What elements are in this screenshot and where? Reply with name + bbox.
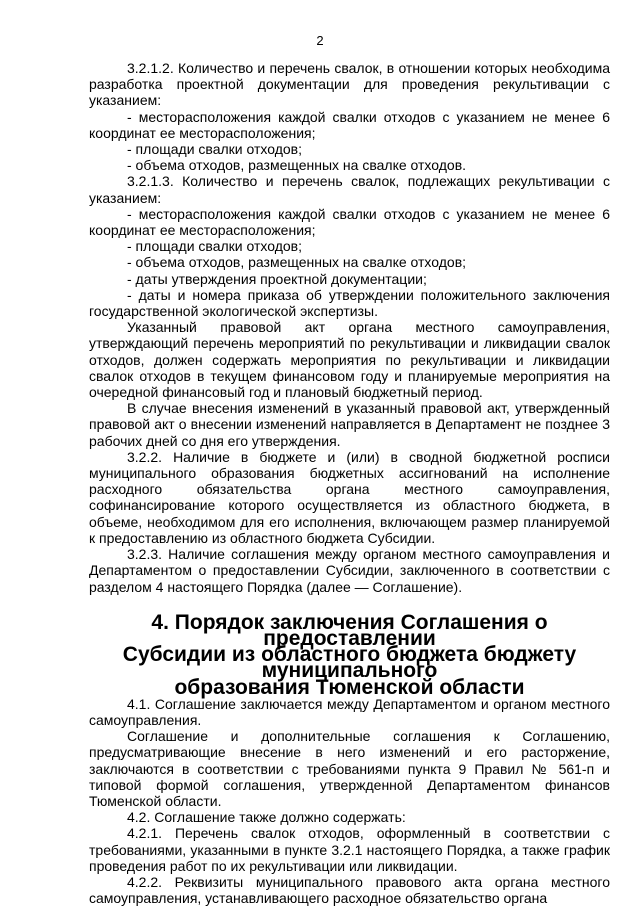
paragraph: Указанный правовой акт органа местного самоуправления, утверждающий перечень мероприятий по рекультивации и ликвидации свалок отходов, должен содержать мероприятия по рекультивации и ликвидации свалок отходов в текущем финансовом году и планируемые мероприятия на очередной финансовый год и плановый бюджетный период. [89, 319, 610, 401]
section-heading-line: Субсидии из областного бюджета бюджету муниципального [122, 643, 577, 683]
list-item: - месторасположения каждой свалки отходов с указанием не менее 6 координат ее месторасположения; [89, 205, 610, 239]
list-item: - площади свалки отходов; [127, 238, 302, 255]
list-item: - месторасположения каждой свалки отходов с указанием не менее 6 координат ее месторасположения; [89, 108, 610, 141]
section-heading-line: 4. Порядок заключения Соглашения о предоставлении [151, 610, 548, 650]
list-item: - объема отходов, размещенных на свалке отходов. [127, 157, 467, 174]
section-heading [89, 610, 610, 699]
paragraph: 3.2.2. Наличие в бюджете и (или) в сводной бюджетной росписи муниципального образования бюджетных ассигнований на исполнение расходного обязательства органа местного самоуправления, софинансирование которого осуществляется из областного бюджета, в объеме, необходимом для его исполнения, включающем размер планируемой к предоставлению из областного бюджета Субсидии. [89, 448, 610, 546]
paragraph: 4.1. Соглашение заключается между Департаментом и органом местного самоуправления. [89, 695, 610, 728]
section-heading-line: образования Тюменской области [174, 675, 525, 699]
paragraph: 4.2. Соглашение также должно содержать: [127, 809, 406, 826]
paragraph: 3.2.3. Наличие соглашения между органом местного самоуправления и Департаментом о предоставлении Субсидии, заключенного в соответствии с разделом 4 настоящего Порядка (далее — Соглашение). [89, 546, 610, 595]
list-item: - площади свалки отходов; [127, 141, 302, 158]
paragraph: В случае внесения изменений в указанный правовой акт, утвержденный правовой акт о внесении изменений направляется в Департамент не позднее 3 рабочих дней со дня его утверждения. [89, 400, 610, 449]
page-number: 2 [316, 33, 324, 48]
paragraph: 3.2.1.3. Количество и перечень свалок, подлежащих рекультивации с указанием: [89, 173, 610, 206]
paragraph: 3.2.1.2. Количество и перечень свалок, в отношении которых необходима разработка проектной документации для проведения рекультивации с указанием: [89, 60, 610, 109]
list-item: - даты и номера приказа об утверждении положительного заключения государственной экологической экспертизы. [89, 286, 610, 320]
paragraph: 4.2.1. Перечень свалок отходов, оформленный в соответствии с требованиями, указанными в пункте 3.2.1 настоящего Порядка, а также график проведения работ по их рекультивации или ликвидации. [89, 825, 610, 874]
paragraph: 4.2.2. Реквизиты муниципального правового акта органа местного самоуправления, устанавливающего расходное обязательство органа [89, 873, 610, 906]
list-item: - объема отходов, размещенных на свалке отходов; [127, 254, 467, 271]
list-item: - даты утверждения проектной документации; [127, 270, 427, 287]
document-body [89, 60, 610, 906]
paragraph: Соглашение и дополнительные соглашения к Соглашению, предусматривающие внесение в него изменений и его расторжение, заключаются в соответствии с требованиями пункта 9 Правил № 561-п и типовой формой соглашения, утвержденной Департаментом финансов Тюменской области. [89, 728, 610, 809]
